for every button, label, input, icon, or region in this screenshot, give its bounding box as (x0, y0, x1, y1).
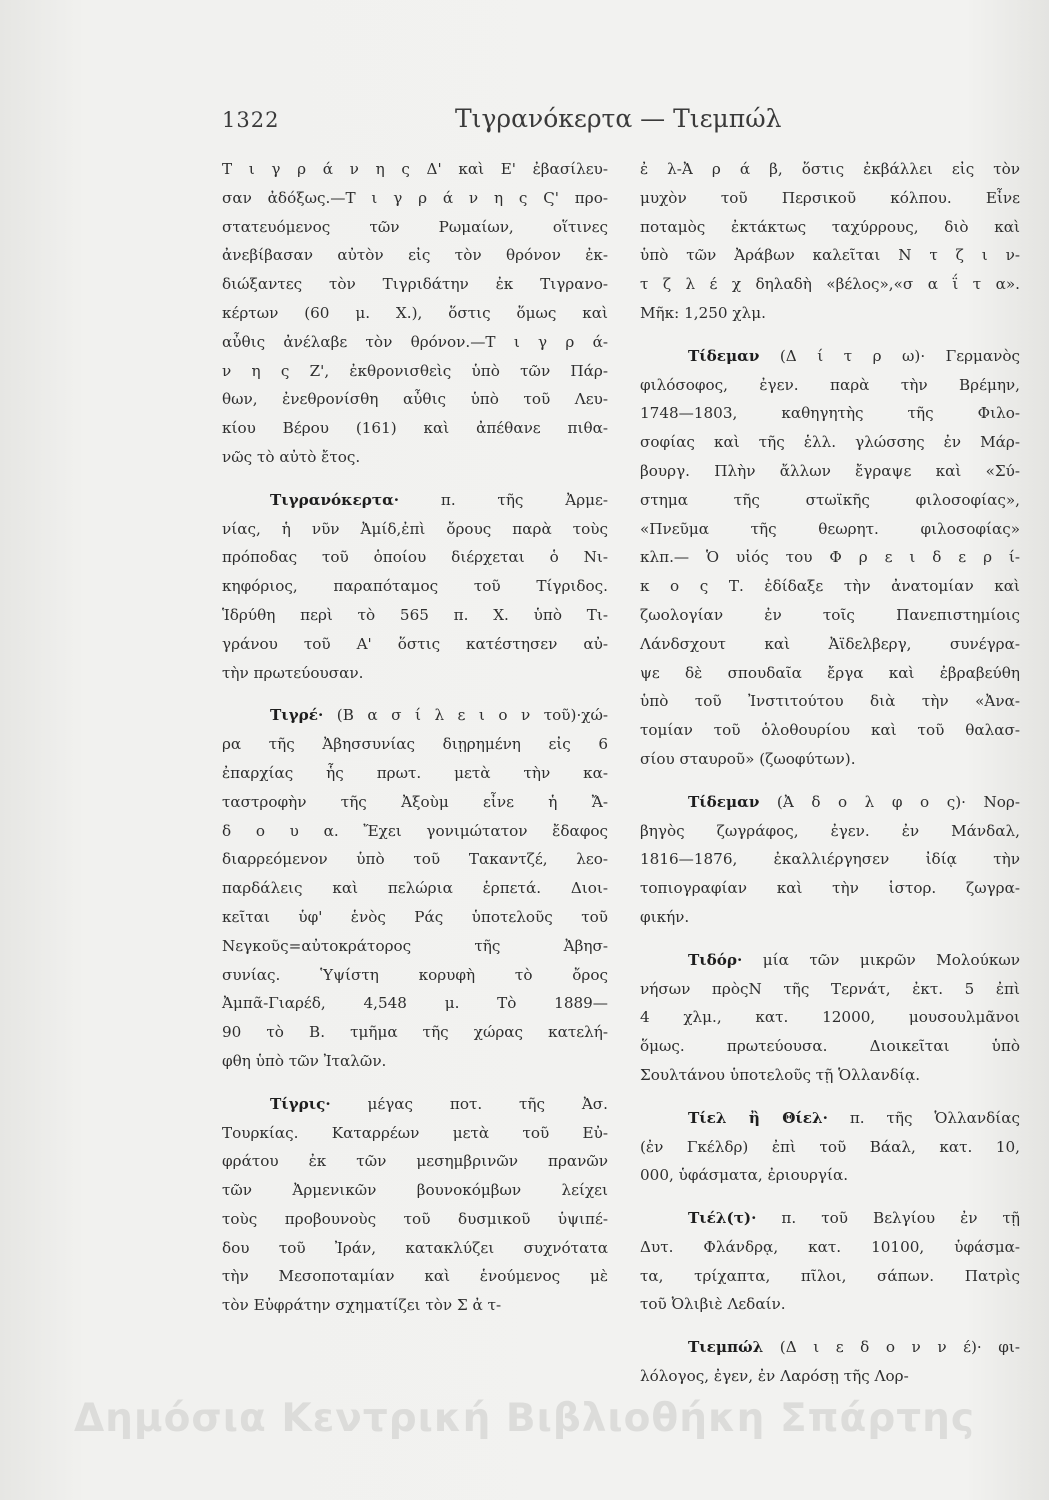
text-line (222, 817, 608, 846)
dictionary-entry (222, 1090, 608, 1320)
text-line (222, 299, 608, 328)
text-line (640, 270, 1020, 299)
line-text: βηγὸς ζωγράφος, ἐγεν. ἐν Μάνδαλ, (640, 821, 1020, 840)
text-line (640, 975, 1020, 1004)
line-text: διώξαντες τὸν Τιγριδάτην ἐκ Τιγρανο- (222, 275, 608, 294)
text-line (222, 155, 608, 184)
text-line (640, 903, 1020, 932)
text-line (640, 1333, 1020, 1362)
text-line (640, 1032, 1020, 1061)
line-text: Ἱδρύθη περὶ τὸ 565 π. Χ. ὑπὸ Τι- (222, 605, 608, 624)
line-text: δ ο υ α. Ἔχει γονιμώτατον ἔδαφος (222, 821, 608, 840)
text-line (640, 1133, 1020, 1162)
text-line (640, 687, 1020, 716)
text-line (222, 1291, 608, 1320)
dictionary-entry (640, 342, 1020, 774)
text-line (222, 270, 608, 299)
line-text: Νεγκοῦς=αὐτοκράτορος τῆς Ἀβησ- (222, 936, 608, 955)
text-line (222, 1205, 608, 1234)
line-text: τοὺς προβουνοὺς τοῦ δυσμικοῦ ὑψιπέ- (222, 1209, 608, 1228)
dictionary-entry (222, 486, 608, 688)
text-line (640, 1290, 1020, 1319)
text-line (222, 845, 608, 874)
line-text: παρδάλεις καὶ πελώρια ἑρπετά. Διοι- (222, 879, 608, 898)
right-column (640, 155, 1020, 1391)
line-text: κεῖται ὑφ' ἑνὸς Ράς ὑποτελοῦς τοῦ (222, 907, 608, 926)
text-line (222, 788, 608, 817)
text-line (222, 701, 608, 730)
line-text: τ ζ λ έ χ δηλαδὴ «βέλος»,«σ α ΐ τ α». (640, 275, 1020, 294)
line-text: ψε δὲ σπουδαῖα ἔργα καὶ ἐβραβεύθη (640, 663, 1020, 682)
dictionary-entry (222, 155, 608, 472)
text-line (222, 932, 608, 961)
dictionary-entry (640, 1204, 1020, 1319)
line-text: βουργ. Πλὴν ἄλλων ἔγραψε καὶ «Σύ- (640, 461, 1020, 480)
line-text: π. τοῦ Βελγίου ἐν τῇ (756, 1209, 1020, 1228)
line-text: (Δ ι ε δ ο ν ν έ)· φι- (763, 1338, 1020, 1357)
line-text: ταστροφὴν τῆς Ἀξοὺμ εἶνε ἡ Ἄ- (222, 792, 608, 811)
line-text: πρόποδας τοῦ ὁποίου διέρχεται ὁ Νι- (222, 548, 608, 567)
text-line (640, 716, 1020, 745)
entry-headword: Τιδόρ· (688, 950, 743, 969)
line-text: κ ο ς Τ. ἐδίδαξε τὴν ἀνατομίαν καὶ (640, 577, 1020, 596)
running-title: Τιγρανόκερτα — Τιεμπώλ (455, 104, 782, 133)
line-text: τοῦ Ὀλιβιὲ Λεδαίν. (640, 1295, 786, 1314)
text-line (222, 443, 608, 472)
text-line (640, 1003, 1020, 1032)
dictionary-entry (222, 701, 608, 1075)
text-line (222, 989, 608, 1018)
line-text: Σουλτάνου ὑποτελοῦς τῇ Ὁλλανδίᾳ. (640, 1065, 921, 1084)
dictionary-entry (640, 1104, 1020, 1190)
line-text: σοφίας καὶ τῆς ἑλλ. γλώσσης ἐν Μάρ- (640, 433, 1020, 452)
line-text: 90 τὸ Β. τμῆμα τῆς χώρας κατελή- (222, 1023, 608, 1042)
entry-headword: Τιέλ(τ)· (688, 1209, 757, 1228)
line-text: γράνου τοῦ Α' ὅστις κατέστησεν αὐ- (222, 634, 608, 653)
line-text: (Ἀ δ ο λ φ ο ς)· Νορ- (759, 792, 1020, 811)
line-text: κλπ.— Ὁ υἱός του Φ ρ ε ι δ ε ρ ί- (640, 548, 1020, 567)
text-line (640, 399, 1020, 428)
entry-headword: Τίγρις· (270, 1094, 331, 1113)
text-line (222, 1018, 608, 1047)
text-line (640, 946, 1020, 975)
line-text: τα, τρίχαπτα, πῖλοι, σάπων. Πατρὶς (640, 1266, 1020, 1285)
line-text: τομίαν τοῦ ὁλοθουρίου καὶ τοῦ θαλασ- (640, 721, 1020, 740)
text-line (640, 342, 1020, 371)
text-line (222, 184, 608, 213)
entry-headword: Τιεμπώλ (688, 1338, 764, 1357)
line-text: μυχὸν τοῦ Περσικοῦ κόλπου. Εἶνε (640, 188, 1020, 207)
entry-headword: Τίδεμαν (688, 792, 760, 811)
line-text: π. τῆς Ἀρμε- (399, 490, 608, 509)
line-text: 4 χλμ., κατ. 12000, μουσουλμᾶνοι (640, 1008, 1020, 1027)
text-line (222, 543, 608, 572)
line-text: ζωολογίαν ἐν τοῖς Πανεπιστημίοις (640, 605, 1020, 624)
line-text: Μῆκ: 1,250 χλμ. (640, 303, 766, 322)
text-line (640, 659, 1020, 688)
text-line (640, 457, 1020, 486)
dictionary-entry (640, 946, 1020, 1090)
text-line (640, 1104, 1020, 1133)
text-line (640, 874, 1020, 903)
text-line (222, 572, 608, 601)
line-text: ν η ς Ζ', ἐκθρονισθεὶς ὑπὸ τῶν Πάρ- (222, 361, 608, 380)
text-line (222, 515, 608, 544)
page-number: 1322 (222, 108, 280, 132)
entry-headword: Τίελ ἢ Θίελ· (688, 1108, 828, 1127)
line-text: μία τῶν μικρῶν Μολούκων (742, 950, 1020, 969)
line-text: νίας, ἡ νῦν Ἀμίδ,ἐπὶ ὄρους παρὰ τοὺς (222, 519, 608, 538)
text-line (222, 357, 608, 386)
line-text: Ἀμπᾶ-Γιαρέδ, 4,548 μ. Τὸ 1889— (222, 994, 608, 1013)
line-text: στατευόμενος τῶν Ρωμαίων, οἵτινες (222, 217, 608, 236)
line-text: θων, ἐνεθρονίσθη αὖθις ὑπὸ τοῦ Λευ- (222, 390, 608, 409)
text-line (640, 1204, 1020, 1233)
line-text: Δυτ. Φλάνδρᾳ, κατ. 10100, ὑφάσμα- (640, 1237, 1020, 1256)
line-text: κηφόριος, παραπόταμος τοῦ Τίγριδος. (222, 577, 608, 596)
dictionary-entry (640, 1333, 1020, 1391)
text-line (640, 601, 1020, 630)
text-line (640, 486, 1020, 515)
text-line (222, 874, 608, 903)
line-text: π. τῆς Ὁλλανδίας (827, 1108, 1021, 1127)
text-line (640, 630, 1020, 659)
text-line (640, 788, 1020, 817)
text-line (222, 414, 608, 443)
text-line (640, 1061, 1020, 1090)
text-line (640, 745, 1020, 774)
text-line (222, 213, 608, 242)
line-text: ποταμὸς ἐκτάκτως ταχύρρους, διὸ καὶ (640, 217, 1020, 236)
text-line (222, 601, 608, 630)
line-text: ὑπὸ τῶν Ἀράβων καλεῖται Ν τ ζ ι ν- (640, 246, 1020, 265)
library-watermark: Δημόσια Κεντρική Βιβλιοθήκη Σπάρτης (73, 1396, 976, 1441)
line-text: 1748—1803, καθηγητὴς τῆς Φιλο- (640, 404, 1020, 423)
text-line (640, 299, 1020, 328)
text-line (222, 1262, 608, 1291)
line-text: Λάνδσχουτ καὶ Ἀϊδελβεργ, συνέγρα- (640, 634, 1020, 653)
line-text: ἐπαρχίας ἧς πρωτ. μετὰ τὴν κα- (222, 763, 608, 782)
text-line (222, 328, 608, 357)
dictionary-entry (640, 155, 1020, 328)
text-line (640, 543, 1020, 572)
text-line (222, 385, 608, 414)
line-text: στημα τῆς στωϊκῆς φιλοσοφίας», (640, 490, 1020, 509)
line-text: φικήν. (640, 907, 690, 926)
text-line (640, 1161, 1020, 1190)
text-line (640, 515, 1020, 544)
line-text: ἐ λ-Ἀ ρ ά β, ὅστις ἐκβάλλει εἰς τὸν (640, 160, 1020, 178)
line-text: τὸν Εὐφράτην σχηματίζει τὸν Σ ἀ τ- (222, 1296, 502, 1315)
text-line (222, 1047, 608, 1076)
text-line (640, 371, 1020, 400)
line-text: σαν ἀδόξως.—Τ ι γ ρ ά ν η ς Ϛ' προ- (222, 188, 608, 207)
line-text: νήσων πρὸςΝ τῆς Τερνάτ, ἐκτ. 5 ἐπὶ (640, 979, 1020, 998)
line-text: τῶν Ἀρμενικῶν βουνοκόμβων λείχει (222, 1181, 608, 1200)
line-text: 1816—1876, ἐκαλλιέργησεν ἰδίᾳ τὴν (640, 850, 1020, 869)
line-text: «Πνεῦμα τῆς θεωρητ. φιλοσοφίας» (640, 519, 1020, 538)
line-text: μέγας ποτ. τῆς Ἀσ. (330, 1094, 608, 1113)
text-line (222, 1090, 608, 1119)
text-line (222, 1147, 608, 1176)
line-text: τὴν Μεσοποταμίαν καὶ ἑνούμενος μὲ (222, 1267, 608, 1286)
text-line (640, 1362, 1020, 1391)
line-text: αὖθις ἀνέλαβε τὸν θρόνον.—Τ ι γ ρ ά- (222, 332, 608, 351)
line-text: τοπιογραφίαν καὶ τὴν ἱστορ. ζωγρα- (640, 879, 1020, 898)
text-line (222, 241, 608, 270)
line-text: (ἐν Γκέλδρ) ἐπὶ τοῦ Βάαλ, κατ. 10, (640, 1137, 1020, 1156)
line-text: φθη ὑπὸ τῶν Ἰταλῶν. (222, 1051, 387, 1070)
line-text: δου τοῦ Ἰράν, κατακλύζει συχνότατα (222, 1238, 608, 1257)
line-text: κέρτων (60 μ. Χ.), ὅστις ὅμως καὶ (222, 303, 608, 322)
line-text: Τ ι γ ρ ά ν η ς Δ' καὶ Ε' ἐβασίλευ- (222, 160, 608, 178)
left-column (222, 155, 608, 1320)
text-line (640, 1233, 1020, 1262)
text-line (222, 961, 608, 990)
line-text: λόλογος, ἐγεν, ἐν Λαρόσῃ τῆς Λορ- (640, 1367, 909, 1386)
entry-headword: Τίδεμαν (688, 346, 760, 365)
text-line (222, 630, 608, 659)
line-text: σίου σταυροῦ» (ζωοφύτων). (640, 749, 856, 768)
text-line (640, 213, 1020, 242)
line-text: ὑπὸ τοῦ Ἰνστιτούτου διὰ τὴν «Ἀνα- (640, 692, 1020, 711)
text-line (640, 184, 1020, 213)
entry-headword: Τιγρανόκερτα· (270, 490, 400, 509)
line-text: (Β α σ ί λ ε ι ο ν τοῦ)·χώ- (323, 706, 608, 725)
text-line (640, 428, 1020, 457)
line-text: 000, ὑφάσματα, ἐριουργία. (640, 1166, 849, 1185)
text-line (640, 155, 1020, 184)
text-line (222, 903, 608, 932)
line-text: συνίας. Ὑψίστη κορυφὴ τὸ ὄρος (222, 965, 608, 984)
text-line (640, 817, 1020, 846)
text-line (222, 759, 608, 788)
text-line (640, 241, 1020, 270)
line-text: κίου Βέρου (161) καὶ ἀπέθανε πιθα- (222, 419, 608, 438)
entry-headword: Τιγρέ· (270, 706, 324, 725)
text-line (640, 845, 1020, 874)
text-line (222, 486, 608, 515)
line-text: ρα τῆς Ἀβησσυνίας διῃρημένη εἰς 6 (222, 735, 608, 754)
line-text: Τουρκίας. Καταρρέων μετὰ τοῦ Εὐ- (222, 1123, 608, 1142)
line-text: ἀνεβίβασαν αὐτὸν εἰς τὸν θρόνον ἐκ- (222, 246, 608, 265)
text-line (222, 730, 608, 759)
line-text: διαρρεόμενον ὑπὸ τοῦ Τακαντζέ, λεο- (222, 850, 608, 869)
text-line (222, 1119, 608, 1148)
line-text: φιλόσοφος, ἐγεν. παρὰ τὴν Βρέμην, (640, 375, 1020, 394)
line-text: νῶς τὸ αὐτὸ ἔτος. (222, 447, 361, 466)
line-text: τὴν πρωτεύουσαν. (222, 663, 364, 682)
text-line (640, 572, 1020, 601)
line-text: ὅμως. πρωτεύουσα. Διοικεῖται ὑπὸ (640, 1037, 1020, 1056)
text-line (640, 1262, 1020, 1291)
dictionary-entry (640, 788, 1020, 932)
line-text: (Δ ί τ ρ ω)· Γερμανὸς (759, 346, 1020, 365)
text-line (222, 1176, 608, 1205)
text-line (222, 1234, 608, 1263)
line-text: φράτου ἐκ τῶν μεσημβρινῶν πρανῶν (222, 1152, 608, 1171)
text-line (222, 659, 608, 688)
